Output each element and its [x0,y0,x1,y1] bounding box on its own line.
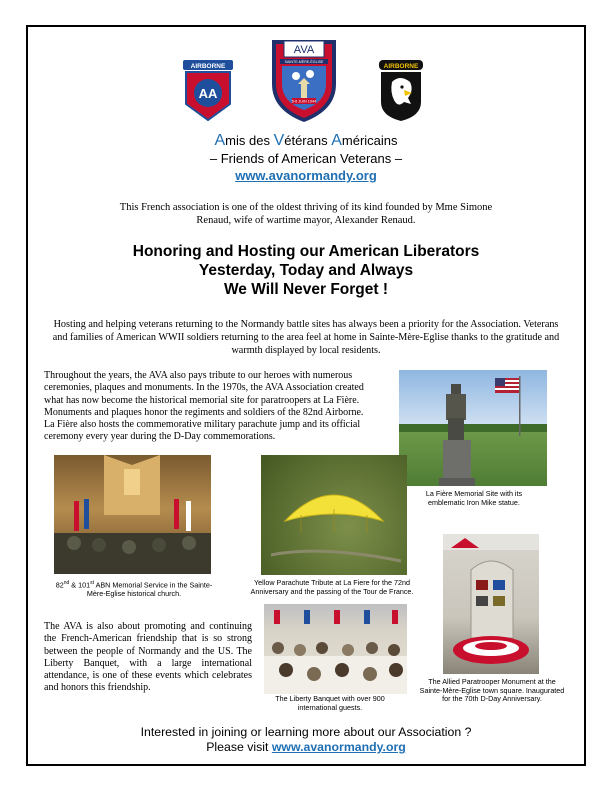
headline [40,242,572,299]
svg-text:SAINTE-MÈRE-ÉGLISE: SAINTE-MÈRE-ÉGLISE [284,60,324,64]
parachute-caption: Yellow Parachute Tribute at La Fiere for the 72nd Anniversary and the passing of the Tour de France. [250,578,414,596]
paragraph-hosting: Hosting and helping veterans returning to the Normandy battle sites has always been a priority for the Association. Veterans and families of American WWII soldiers returning to the area feel at home in Sainte-Mère-Eglise thanks to the gratitude and warmth displayed by local residents. [52,319,560,356]
footer-website-link[interactable]: www.avanormandy.org [271,740,406,754]
headline-line-3: We Will Never Forget ! [223,281,389,298]
banquet-caption: The Liberty Banquet with over 900 international guests. [275,694,385,712]
paragraph-friendship: The AVA is also about promoting and continuing the French-American friendship that is so strong between the people of Normandy and the US. The Liberty Banquet, with a large international attendance, is one of these events which celebrates and honors this friendship. [44,621,252,694]
svg-text:AVA: AVA [293,44,315,56]
yellow-parachute-photo [261,455,407,575]
headline-line-2: Yesterday, Today and Always [198,262,414,279]
airborne-82nd-patch-icon [183,60,233,122]
airborne-101st-screaming-eagle-icon [378,60,424,122]
airborne-tab-82nd: AIRBORNE [190,63,226,70]
church-memorial-photo [54,455,211,574]
ava-shield-logo-icon [270,38,338,124]
org-name-english: – Friends of American Veterans – [209,151,403,166]
monument-caption: The Allied Paratrooper Monument at the Sainte-Mère-Eglise town square. Inaugurated for the 70th D-Day Anniversary. [419,677,565,704]
paragraph-tribute: Throughout the years, the AVA also pays tribute to our heroes with numerous ceremonies, plaques and monuments. In the 1970s, the AVA Association created what has now become the historical memorial site for paratroopers at La Fière. Monuments and plaques honor the regiments and soldiers of the 82nd Airborne. La Fière also hosts the commemorative military parachute jump and its official ceremony every year during the D-Day commemorations. [44,370,364,443]
headline-line-1: Honoring and Hosting our American Liberators [132,243,480,260]
org-name-french: Amis des Vétérans Américains [214,132,398,149]
iron-mike-photo [399,370,547,486]
iron-mike-caption: La Fière Memorial Site with its emblematic Iron Mike statue. [425,489,523,507]
footer-visit: Please visit www.avanormandy.org [206,740,406,754]
allied-paratrooper-monument-photo [443,534,539,674]
svg-text:AA: AA [198,86,218,101]
svg-text:5-6 JUIN 1944: 5-6 JUIN 1944 [291,99,317,104]
liberty-banquet-photo [264,604,407,694]
header-website-link[interactable]: www.avanormandy.org [235,168,377,183]
footer-cta: Interested in joining or learning more about our Association ? [140,725,472,739]
church-caption: 82nd & 101st ABN Memorial Service in the Sainte-Mère-Eglise historical church. [55,580,213,598]
svg-text:AIRBORNE: AIRBORNE [383,63,419,70]
intro-text: This French association is one of the oldest thriving of its kind founded by Mme Simone Renaud, wife of wartime mayor, Alexander Renaud. [119,202,493,226]
